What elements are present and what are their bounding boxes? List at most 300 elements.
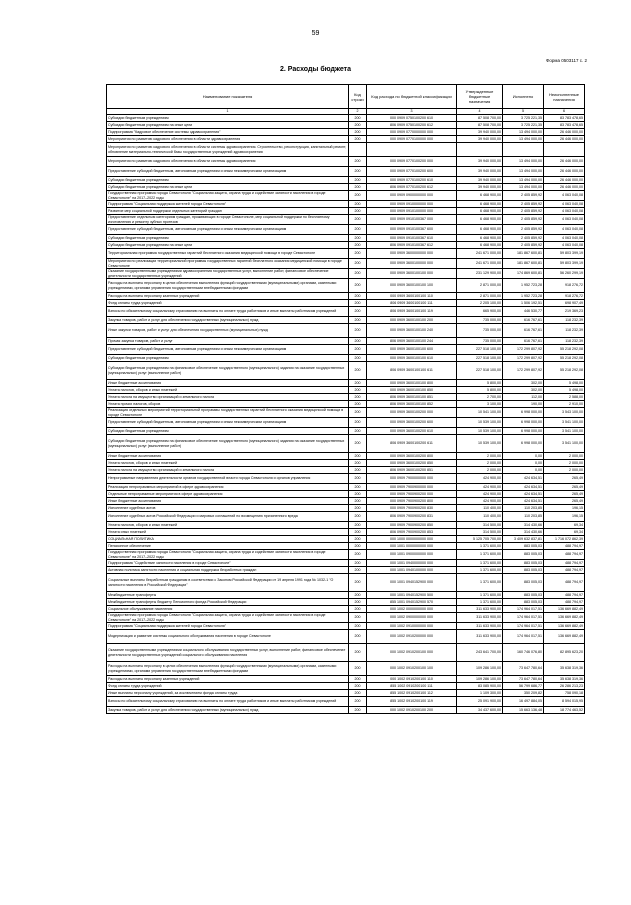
row-name-cell: Субсидии бюджетным учреждениям xyxy=(107,355,349,362)
row-executed-cell: 616 767,61 xyxy=(503,324,544,338)
row-name-cell: Реализация непрограммных мероприятий в сфере здравоохранения xyxy=(107,484,349,491)
table-row xyxy=(107,418,585,428)
table-row xyxy=(107,560,585,567)
row-approved-cell: 1 109 300,00 xyxy=(457,690,503,697)
row-line-code-cell: 200 xyxy=(349,630,367,644)
row-name-cell: Расходы на выплаты персоналу казенных учреждений xyxy=(107,293,349,300)
row-executed-cell: 446 530,77 xyxy=(503,307,544,317)
row-unexecuted-cell: 26 446 000,00 xyxy=(544,177,585,184)
row-approved-cell: 34 437 600,00 xyxy=(457,707,503,714)
row-approved-cell: 110 400,00 xyxy=(457,505,503,512)
row-name-cell: Уплата налога на имущество организаций и земельного налога xyxy=(107,394,349,401)
row-executed-cell: 174 964 017,51 xyxy=(503,606,544,613)
row-line-code-cell: 200 xyxy=(349,115,367,122)
row-classification-cell: 000 0909 7900900200 850 xyxy=(367,522,457,529)
table-row xyxy=(107,380,585,387)
row-unexecuted-cell: 26 446 000,00 xyxy=(544,157,585,167)
row-name-cell: Оказание государственными учреждениями социального обслуживания государственных услуг, выполнение работ, финансовое обеспечение деятельности государственных учреждений социального обслуживания населения xyxy=(107,644,349,662)
row-classification-cell: 000 0909 3600100000 000 xyxy=(367,259,457,269)
row-approved-cell: 2 000,00 xyxy=(457,460,503,467)
row-name-cell: Развитие мер социальной поддержки отдельных категорий граждан xyxy=(107,208,349,215)
row-classification-cell: 000 0909 0770100000 000 xyxy=(367,136,457,143)
row-unexecuted-cell: 2 000,00 xyxy=(544,460,585,467)
row-name-cell: СОЦИАЛЬНАЯ ПОЛИТИКА xyxy=(107,536,349,543)
row-unexecuted-cell: 118 232,39 xyxy=(544,317,585,324)
row-unexecuted-cell: 136 669 882,49 xyxy=(544,630,585,644)
row-name-cell: Закупка товаров, работ и услуг для обеспечения государственных (муниципальных) нужд xyxy=(107,317,349,324)
row-approved-cell: 6 468 900,00 xyxy=(457,201,503,208)
row-line-code-cell: 200 xyxy=(349,355,367,362)
row-classification-cell: 806 0909 3600100100 244 xyxy=(367,338,457,345)
row-executed-cell: 883 005,03 xyxy=(503,560,544,567)
row-classification-cell: 000 1001 0000000000 000 xyxy=(367,543,457,550)
row-line-code-cell: 200 xyxy=(349,505,367,512)
row-executed-cell: 2 405 859,92 xyxy=(503,208,544,215)
table-header-row xyxy=(107,85,585,109)
row-unexecuted-cell: 136 669 882,49 xyxy=(544,613,585,623)
row-classification-cell: 000 0909 7900900000 000 xyxy=(367,484,457,491)
row-executed-cell: 181 867 600,81 xyxy=(503,249,544,259)
row-unexecuted-cell: 56 260 299,19 xyxy=(544,269,585,279)
table-row xyxy=(107,460,585,467)
row-unexecuted-cell: 118 232,39 xyxy=(544,324,585,338)
row-approved-cell: 1 371 600,00 xyxy=(457,550,503,560)
row-approved-cell: 735 000,00 xyxy=(457,338,503,345)
row-name-cell: Социальные выплаты безработным гражданам в соответствии с Законом Российской Федерации от 19 апреля 1991 года № 1032-1 "О занятости населения в Российской Федерации" xyxy=(107,574,349,592)
row-line-code-cell: 200 xyxy=(349,512,367,522)
row-classification-cell: 000 1002 0910200100 100 xyxy=(367,662,457,676)
row-executed-cell: 616 767,61 xyxy=(503,338,544,345)
row-line-code-cell: 200 xyxy=(349,574,367,592)
row-line-code-cell: 200 xyxy=(349,215,367,225)
row-unexecuted-cell: 1 716 072 862,39 xyxy=(544,536,585,543)
row-classification-cell: 000 0909 3600100100 200 xyxy=(367,317,457,324)
row-unexecuted-cell: 26 446 000,00 xyxy=(544,184,585,191)
row-unexecuted-cell: 2 588,00 xyxy=(544,394,585,401)
row-line-code-cell: 200 xyxy=(349,408,367,418)
row-approved-cell: 1 371 600,00 xyxy=(457,599,503,606)
row-name-cell: Субсидии бюджетным учреждениям xyxy=(107,115,349,122)
row-classification-cell: 000 0909 3600100100 240 xyxy=(367,324,457,338)
row-classification-cell: 855 1002 0910200100 119 xyxy=(367,697,457,707)
row-line-code-cell: 200 xyxy=(349,690,367,697)
row-approved-cell: 25 091 900,00 xyxy=(457,697,503,707)
row-approved-cell: 2 871 000,00 xyxy=(457,293,503,300)
row-unexecuted-cell: 83 783 478,65 xyxy=(544,115,585,122)
table-row xyxy=(107,177,585,184)
table-row xyxy=(107,630,585,644)
row-line-code-cell: 200 xyxy=(349,453,367,460)
row-executed-cell: 190,00 xyxy=(503,401,544,408)
row-classification-cell: 000 1001 0940000000 000 xyxy=(367,560,457,567)
row-unexecuted-cell: 758 090,18 xyxy=(544,690,585,697)
table-row xyxy=(107,279,585,293)
row-name-cell: Подпрограмма "Социальная поддержка жителей города Севастополя" xyxy=(107,201,349,208)
row-executed-cell: 2 405 859,92 xyxy=(503,215,544,225)
row-approved-cell: 39 940 000,00 xyxy=(457,136,503,143)
table-row xyxy=(107,474,585,484)
table-row xyxy=(107,536,585,543)
row-name-cell: Уплата прочих налогов, сборов xyxy=(107,401,349,408)
row-executed-cell: 13 494 000,00 xyxy=(503,167,544,177)
row-approved-cell: 314 500,00 xyxy=(457,529,503,536)
row-executed-cell: 181 867 600,81 xyxy=(503,259,544,269)
row-approved-cell: 6 468 900,00 xyxy=(457,208,503,215)
row-approved-cell: 87 508 700,00 xyxy=(457,115,503,122)
row-approved-cell: 6 468 900,00 xyxy=(457,242,503,249)
row-executed-cell: 2 405 859,92 xyxy=(503,242,544,249)
table-row xyxy=(107,201,585,208)
row-executed-cell: 13 494 000,00 xyxy=(503,129,544,136)
row-unexecuted-cell: 4 063 040,08 xyxy=(544,235,585,242)
row-name-cell: Иные закупки товаров, работ и услуг для обеспечения государственных (муниципальных) нужд xyxy=(107,324,349,338)
row-executed-cell: 172 299 807,92 xyxy=(503,362,544,380)
row-name-cell: Прочая закупка товаров, работ и услуг xyxy=(107,338,349,345)
row-classification-cell: 855 1002 0910200100 112 xyxy=(367,690,457,697)
row-executed-cell: 2 405 859,92 xyxy=(503,225,544,235)
row-line-code-cell xyxy=(349,143,367,157)
row-unexecuted-cell: 82 895 623,20 xyxy=(544,644,585,662)
row-line-code-cell: 200 xyxy=(349,177,367,184)
row-unexecuted-cell: 4 063 040,08 xyxy=(544,225,585,235)
section-title: 2. Расходы бюджета xyxy=(280,66,351,73)
row-approved-cell xyxy=(457,143,503,157)
row-approved-cell: 314 500,00 xyxy=(457,522,503,529)
table-row xyxy=(107,345,585,355)
row-classification-cell: 000 0909 3600100100 000 xyxy=(367,269,457,279)
row-executed-cell xyxy=(503,143,544,157)
row-classification-cell: 806 0909 0910100367 612 xyxy=(367,242,457,249)
row-unexecuted-cell: 488 794,97 xyxy=(544,592,585,599)
column-header-name: Наименование показателя xyxy=(107,85,349,109)
row-executed-cell: 73 647 780,64 xyxy=(503,676,544,683)
row-line-code-cell: 200 xyxy=(349,307,367,317)
row-executed-cell: 160 746 076,80 xyxy=(503,644,544,662)
row-classification-cell: 000 0909 0750100200 610 xyxy=(367,115,457,122)
table-row xyxy=(107,484,585,491)
row-name-cell: Межбюджетные трансферты xyxy=(107,592,349,599)
row-unexecuted-cell: 26 446 000,00 xyxy=(544,136,585,143)
row-approved-cell: 243 641 700,00 xyxy=(457,644,503,662)
row-line-code-cell: 200 xyxy=(349,184,367,191)
row-approved-cell: 5 125 705 700,00 xyxy=(457,536,503,543)
row-unexecuted-cell: 5 498,00 xyxy=(544,380,585,387)
row-unexecuted-cell: 69,34 xyxy=(544,529,585,536)
row-name-cell: Взносы по обязательному социальному страхованию на выплаты по оплате труда работников и иные выплаты работникам учреждений xyxy=(107,697,349,707)
row-line-code-cell: 200 xyxy=(349,338,367,345)
row-classification-cell: 000 0909 0770100200 610 xyxy=(367,177,457,184)
row-approved-cell: 83 085 900,00 xyxy=(457,683,503,690)
row-name-cell: Субсидии бюджетным учреждениям на иные цели xyxy=(107,242,349,249)
row-executed-cell: 56 799 686,77 xyxy=(503,683,544,690)
row-approved-cell: 39 940 000,00 xyxy=(457,177,503,184)
row-classification-cell: 000 0909 7900900200 800 xyxy=(367,498,457,505)
row-line-code-cell: 200 xyxy=(349,662,367,676)
row-name-cell: Уплата налогов, сборов и иных платежей xyxy=(107,387,349,394)
row-approved-cell: 39 940 000,00 xyxy=(457,167,503,177)
row-line-code-cell: 200 xyxy=(349,401,367,408)
row-unexecuted-cell: 196,15 xyxy=(544,512,585,522)
row-executed-cell: 16 497 884,05 xyxy=(503,697,544,707)
row-classification-cell: 000 1001 0940152900 000 xyxy=(367,574,457,592)
row-classification-cell: 806 0909 3600100100 851 xyxy=(367,394,457,401)
row-approved-cell: 6 468 900,00 xyxy=(457,215,503,225)
row-line-code-cell: 200 xyxy=(349,683,367,690)
row-name-cell: Расходы на выплаты персоналу в целях обеспечения выполнения функций государственными (муниципальными) органами, казенными учреждениями, органами управления государственными внебюджетными фондами xyxy=(107,279,349,293)
row-name-cell: Модернизация и развитие системы социального обслуживания населения в городе Севастополе xyxy=(107,630,349,644)
row-unexecuted-cell: 55 218 292,08 xyxy=(544,355,585,362)
row-executed-cell: 424 634,51 xyxy=(503,491,544,498)
row-line-code-cell: 200 xyxy=(349,249,367,259)
row-classification-cell: 000 0909 7900900200 830 xyxy=(367,505,457,512)
row-executed-cell: 883 005,03 xyxy=(503,543,544,550)
page-number: 59 xyxy=(311,30,320,37)
row-name-cell: Государственная программа города Севастополя "Социальная защита, охрана труда и содействие занятости населения в городе Севастополе" на 2017–2022 годы xyxy=(107,191,349,201)
row-approved-cell: 311 633 900,00 xyxy=(457,613,503,623)
row-line-code-cell: 200 xyxy=(349,293,367,300)
row-classification-cell: 000 0909 3600000000 000 xyxy=(367,249,457,259)
row-line-code-cell: 200 xyxy=(349,644,367,662)
row-executed-cell: 0,00 xyxy=(503,453,544,460)
table-row xyxy=(107,259,585,269)
row-line-code-cell: 200 xyxy=(349,362,367,380)
table-row xyxy=(107,606,585,613)
row-approved-cell: 735 000,00 xyxy=(457,324,503,338)
row-approved-cell: 6 468 900,00 xyxy=(457,235,503,242)
row-unexecuted-cell: 26 286 213,23 xyxy=(544,683,585,690)
row-classification-cell: 000 1002 0910200100 110 xyxy=(367,676,457,683)
row-unexecuted-cell: 488 794,97 xyxy=(544,543,585,550)
row-line-code-cell: 200 xyxy=(349,484,367,491)
column-header-line-code: Код строки xyxy=(349,85,367,109)
row-line-code-cell: 200 xyxy=(349,259,367,269)
row-line-code-cell: 200 xyxy=(349,550,367,560)
row-approved-cell: 241 671 000,00 xyxy=(457,259,503,269)
row-executed-cell: 616 767,61 xyxy=(503,317,544,324)
row-line-code-cell: 200 xyxy=(349,201,367,208)
row-classification-cell: 000 0909 3600100100 110 xyxy=(367,293,457,300)
row-line-code-cell: 200 xyxy=(349,560,367,567)
table-row xyxy=(107,300,585,307)
row-name-cell: Взносы по обязательному социальному страхованию на выплаты по оплате труда работников и иные выплаты работникам учреждений xyxy=(107,307,349,317)
table-row xyxy=(107,567,585,574)
row-unexecuted-cell: 918 276,72 xyxy=(544,293,585,300)
table-row xyxy=(107,550,585,560)
row-executed-cell: 1 952 723,28 xyxy=(503,279,544,293)
row-executed-cell: 15 663 136,48 xyxy=(503,707,544,714)
row-unexecuted-cell: 488 794,97 xyxy=(544,599,585,606)
row-line-code-cell: 200 xyxy=(349,157,367,167)
row-executed-cell: 112,00 xyxy=(503,394,544,401)
row-executed-cell: 110 203,85 xyxy=(503,505,544,512)
row-classification-cell: 000 0909 0910100367 600 xyxy=(367,225,457,235)
row-name-cell: Территориальная программа государственных гарантий бесплатного оказания медицинской помощи в городе Севастополе xyxy=(107,249,349,259)
row-unexecuted-cell: 136 669 882,49 xyxy=(544,623,585,630)
table-row xyxy=(107,491,585,498)
row-name-cell: Уплата налогов, сборов и иных платежей xyxy=(107,522,349,529)
row-classification-cell: 000 0909 0910100367 000 xyxy=(367,215,457,225)
row-executed-cell: 6 998 000,00 xyxy=(503,428,544,435)
row-line-code-cell: 200 xyxy=(349,225,367,235)
row-unexecuted-cell: 55 218 292,08 xyxy=(544,362,585,380)
column-header-unexecuted: Неисполненные назначения xyxy=(544,85,585,109)
table-row xyxy=(107,543,585,550)
row-executed-cell: 424 634,51 xyxy=(503,474,544,484)
row-executed-cell: 110 203,85 xyxy=(503,512,544,522)
table-row xyxy=(107,355,585,362)
table-row xyxy=(107,269,585,279)
row-unexecuted-cell: 219 369,23 xyxy=(544,307,585,317)
row-executed-cell: 3 725 221,35 xyxy=(503,122,544,129)
row-name-cell: Активная политика занятости населения и социальная поддержка безработных граждан xyxy=(107,567,349,574)
row-unexecuted-cell: 2 000,00 xyxy=(544,453,585,460)
row-unexecuted-cell: 2 910,00 xyxy=(544,401,585,408)
row-line-code-cell: 200 xyxy=(349,129,367,136)
row-classification-cell: 000 0909 0770100200 000 xyxy=(367,157,457,167)
row-approved-cell: 424 900,00 xyxy=(457,474,503,484)
row-executed-cell: 13 494 000,00 xyxy=(503,184,544,191)
row-classification-cell: 000 0909 3600100100 600 xyxy=(367,345,457,355)
table-row xyxy=(107,249,585,259)
row-unexecuted-cell: 4 063 040,08 xyxy=(544,201,585,208)
column-number: 6 xyxy=(544,109,585,115)
row-approved-cell: 87 508 700,00 xyxy=(457,122,503,129)
row-name-cell: Подпрограмма "Кадровое обеспечение системы здравоохранения" xyxy=(107,129,349,136)
row-approved-cell: 227 518 100,00 xyxy=(457,362,503,380)
row-approved-cell: 735 000,00 xyxy=(457,317,503,324)
column-number: 3 xyxy=(367,109,457,115)
table-row xyxy=(107,362,585,380)
row-line-code-cell: 200 xyxy=(349,191,367,201)
expenditure-table xyxy=(106,84,585,714)
row-approved-cell: 241 671 000,00 xyxy=(457,249,503,259)
row-approved-cell: 1 371 600,00 xyxy=(457,543,503,550)
table-row xyxy=(107,428,585,435)
row-line-code-cell: 200 xyxy=(349,269,367,279)
row-executed-cell: 13 494 000,00 xyxy=(503,136,544,143)
table-row xyxy=(107,707,585,714)
row-approved-cell: 231 129 900,00 xyxy=(457,269,503,279)
row-line-code-cell: 200 xyxy=(349,418,367,428)
row-approved-cell: 39 940 000,00 xyxy=(457,129,503,136)
row-classification-cell xyxy=(367,143,457,157)
row-classification-cell: 000 0909 3600100200 600 xyxy=(367,418,457,428)
row-line-code-cell: 200 xyxy=(349,467,367,474)
table-row xyxy=(107,690,585,697)
row-classification-cell: 000 1002 0910200000 000 xyxy=(367,630,457,644)
row-approved-cell: 39 940 000,00 xyxy=(457,157,503,167)
row-name-cell: Иные бюджетные ассигнования xyxy=(107,498,349,505)
row-line-code-cell: 200 xyxy=(349,707,367,714)
row-name-cell: Социальное обслуживание населения xyxy=(107,606,349,613)
row-unexecuted-cell: 35 638 319,36 xyxy=(544,676,585,683)
row-classification-cell: 000 0909 0910100367 610 xyxy=(367,235,457,242)
row-approved-cell: 2 700,00 xyxy=(457,394,503,401)
row-approved-cell: 2 000,00 xyxy=(457,467,503,474)
row-approved-cell: 311 633 900,00 xyxy=(457,623,503,630)
row-name-cell: Предоставление субсидий бюджетным, автономным учреждениям и иным некоммерческим организациям xyxy=(107,345,349,355)
row-classification-cell: 000 1001 0940100000 000 xyxy=(367,567,457,574)
row-approved-cell: 5 800,00 xyxy=(457,387,503,394)
row-name-cell: Исполнение судебных актов Российской Федерации и мировых соглашений по возмещению причиненного вреда xyxy=(107,512,349,522)
row-unexecuted-cell: 3 541 100,00 xyxy=(544,428,585,435)
row-executed-cell: 172 299 807,92 xyxy=(503,345,544,355)
row-name-cell: Иные бюджетные ассигнования xyxy=(107,453,349,460)
table-row xyxy=(107,662,585,676)
row-line-code-cell: 200 xyxy=(349,345,367,355)
row-unexecuted-cell: 5 498,00 xyxy=(544,387,585,394)
row-line-code-cell: 200 xyxy=(349,122,367,129)
row-line-code-cell: 200 xyxy=(349,676,367,683)
row-executed-cell: 424 634,51 xyxy=(503,484,544,491)
table-row xyxy=(107,136,585,143)
row-executed-cell: 0,00 xyxy=(503,467,544,474)
column-header-approved: Утвержденные бюджетные назначения xyxy=(457,85,503,109)
row-line-code-cell: 200 xyxy=(349,522,367,529)
row-name-cell: Мероприятия по развитию кадрового обеспечения в области системы здравоохранения. Строительство, реконструкция, капитальный ремонт, обновление материально-технической базы государственных учреждений здравоохранения xyxy=(107,143,349,157)
row-name-cell: Фонд оплаты труда учреждений xyxy=(107,683,349,690)
row-executed-cell: 174 964 017,51 xyxy=(503,613,544,623)
row-name-cell: Реализация отдельных мероприятий территориальной программы государственных гарантий бесплатного оказания медицинской помощи в городе Севастополе xyxy=(107,408,349,418)
row-unexecuted-cell: 59 803 399,19 xyxy=(544,259,585,269)
table-row xyxy=(107,324,585,338)
row-line-code-cell: 200 xyxy=(349,606,367,613)
row-unexecuted-cell: 488 794,97 xyxy=(544,560,585,567)
row-unexecuted-cell: 2 000,00 xyxy=(544,467,585,474)
row-executed-cell: 1 506 192,51 xyxy=(503,300,544,307)
row-approved-cell: 10 541 100,00 xyxy=(457,408,503,418)
row-name-cell: Предоставление субсидий бюджетным, автономным учреждениям и иным некоммерческим организациям xyxy=(107,225,349,235)
table-row xyxy=(107,467,585,474)
row-line-code-cell: 200 xyxy=(349,613,367,623)
column-number: 2 xyxy=(349,109,367,115)
row-line-code-cell: 200 xyxy=(349,536,367,543)
row-line-code-cell: 200 xyxy=(349,136,367,143)
row-executed-cell: 314 430,66 xyxy=(503,522,544,529)
row-approved-cell: 2 000,00 xyxy=(457,453,503,460)
row-unexecuted-cell xyxy=(544,143,585,157)
row-approved-cell: 109 286 100,00 xyxy=(457,662,503,676)
row-executed-cell: 314 430,66 xyxy=(503,529,544,536)
row-classification-cell: 000 0909 3600100100 100 xyxy=(367,279,457,293)
column-header-classification: Код расхода по бюджетной классификации xyxy=(367,85,457,109)
row-name-cell: Межбюджетные трансферты бюджету Пенсионного фонда Российской Федерации xyxy=(107,599,349,606)
row-classification-cell: 855 1001 0940152900 570 xyxy=(367,599,457,606)
row-classification-cell: 806 0909 7900900200 831 xyxy=(367,512,457,522)
row-classification-cell: 000 1002 0000000000 000 xyxy=(367,606,457,613)
row-executed-cell: 174 964 017,51 xyxy=(503,623,544,630)
table-row xyxy=(107,157,585,167)
table-row xyxy=(107,697,585,707)
row-name-cell: Отдельные непрограммные мероприятия в сфере здравоохранения xyxy=(107,491,349,498)
table-row xyxy=(107,167,585,177)
row-classification-cell: 000 0909 3600100200 000 xyxy=(367,408,457,418)
row-name-cell: Расходы на выплаты персоналу казенных учреждений xyxy=(107,676,349,683)
row-unexecuted-cell: 26 446 000,00 xyxy=(544,129,585,136)
row-executed-cell: 883 005,03 xyxy=(503,567,544,574)
table-row xyxy=(107,512,585,522)
table-row xyxy=(107,644,585,662)
row-name-cell: Исполнение судебных актов xyxy=(107,505,349,512)
table-row xyxy=(107,184,585,191)
row-line-code-cell: 200 xyxy=(349,387,367,394)
row-classification-cell: 806 0909 3600100200 611 xyxy=(367,435,457,453)
table-row xyxy=(107,529,585,536)
row-line-code-cell: 200 xyxy=(349,279,367,293)
row-name-cell: Субсидии бюджетным учреждениям на иные цели xyxy=(107,122,349,129)
column-number: 4 xyxy=(457,109,503,115)
row-line-code-cell: 200 xyxy=(349,324,367,338)
